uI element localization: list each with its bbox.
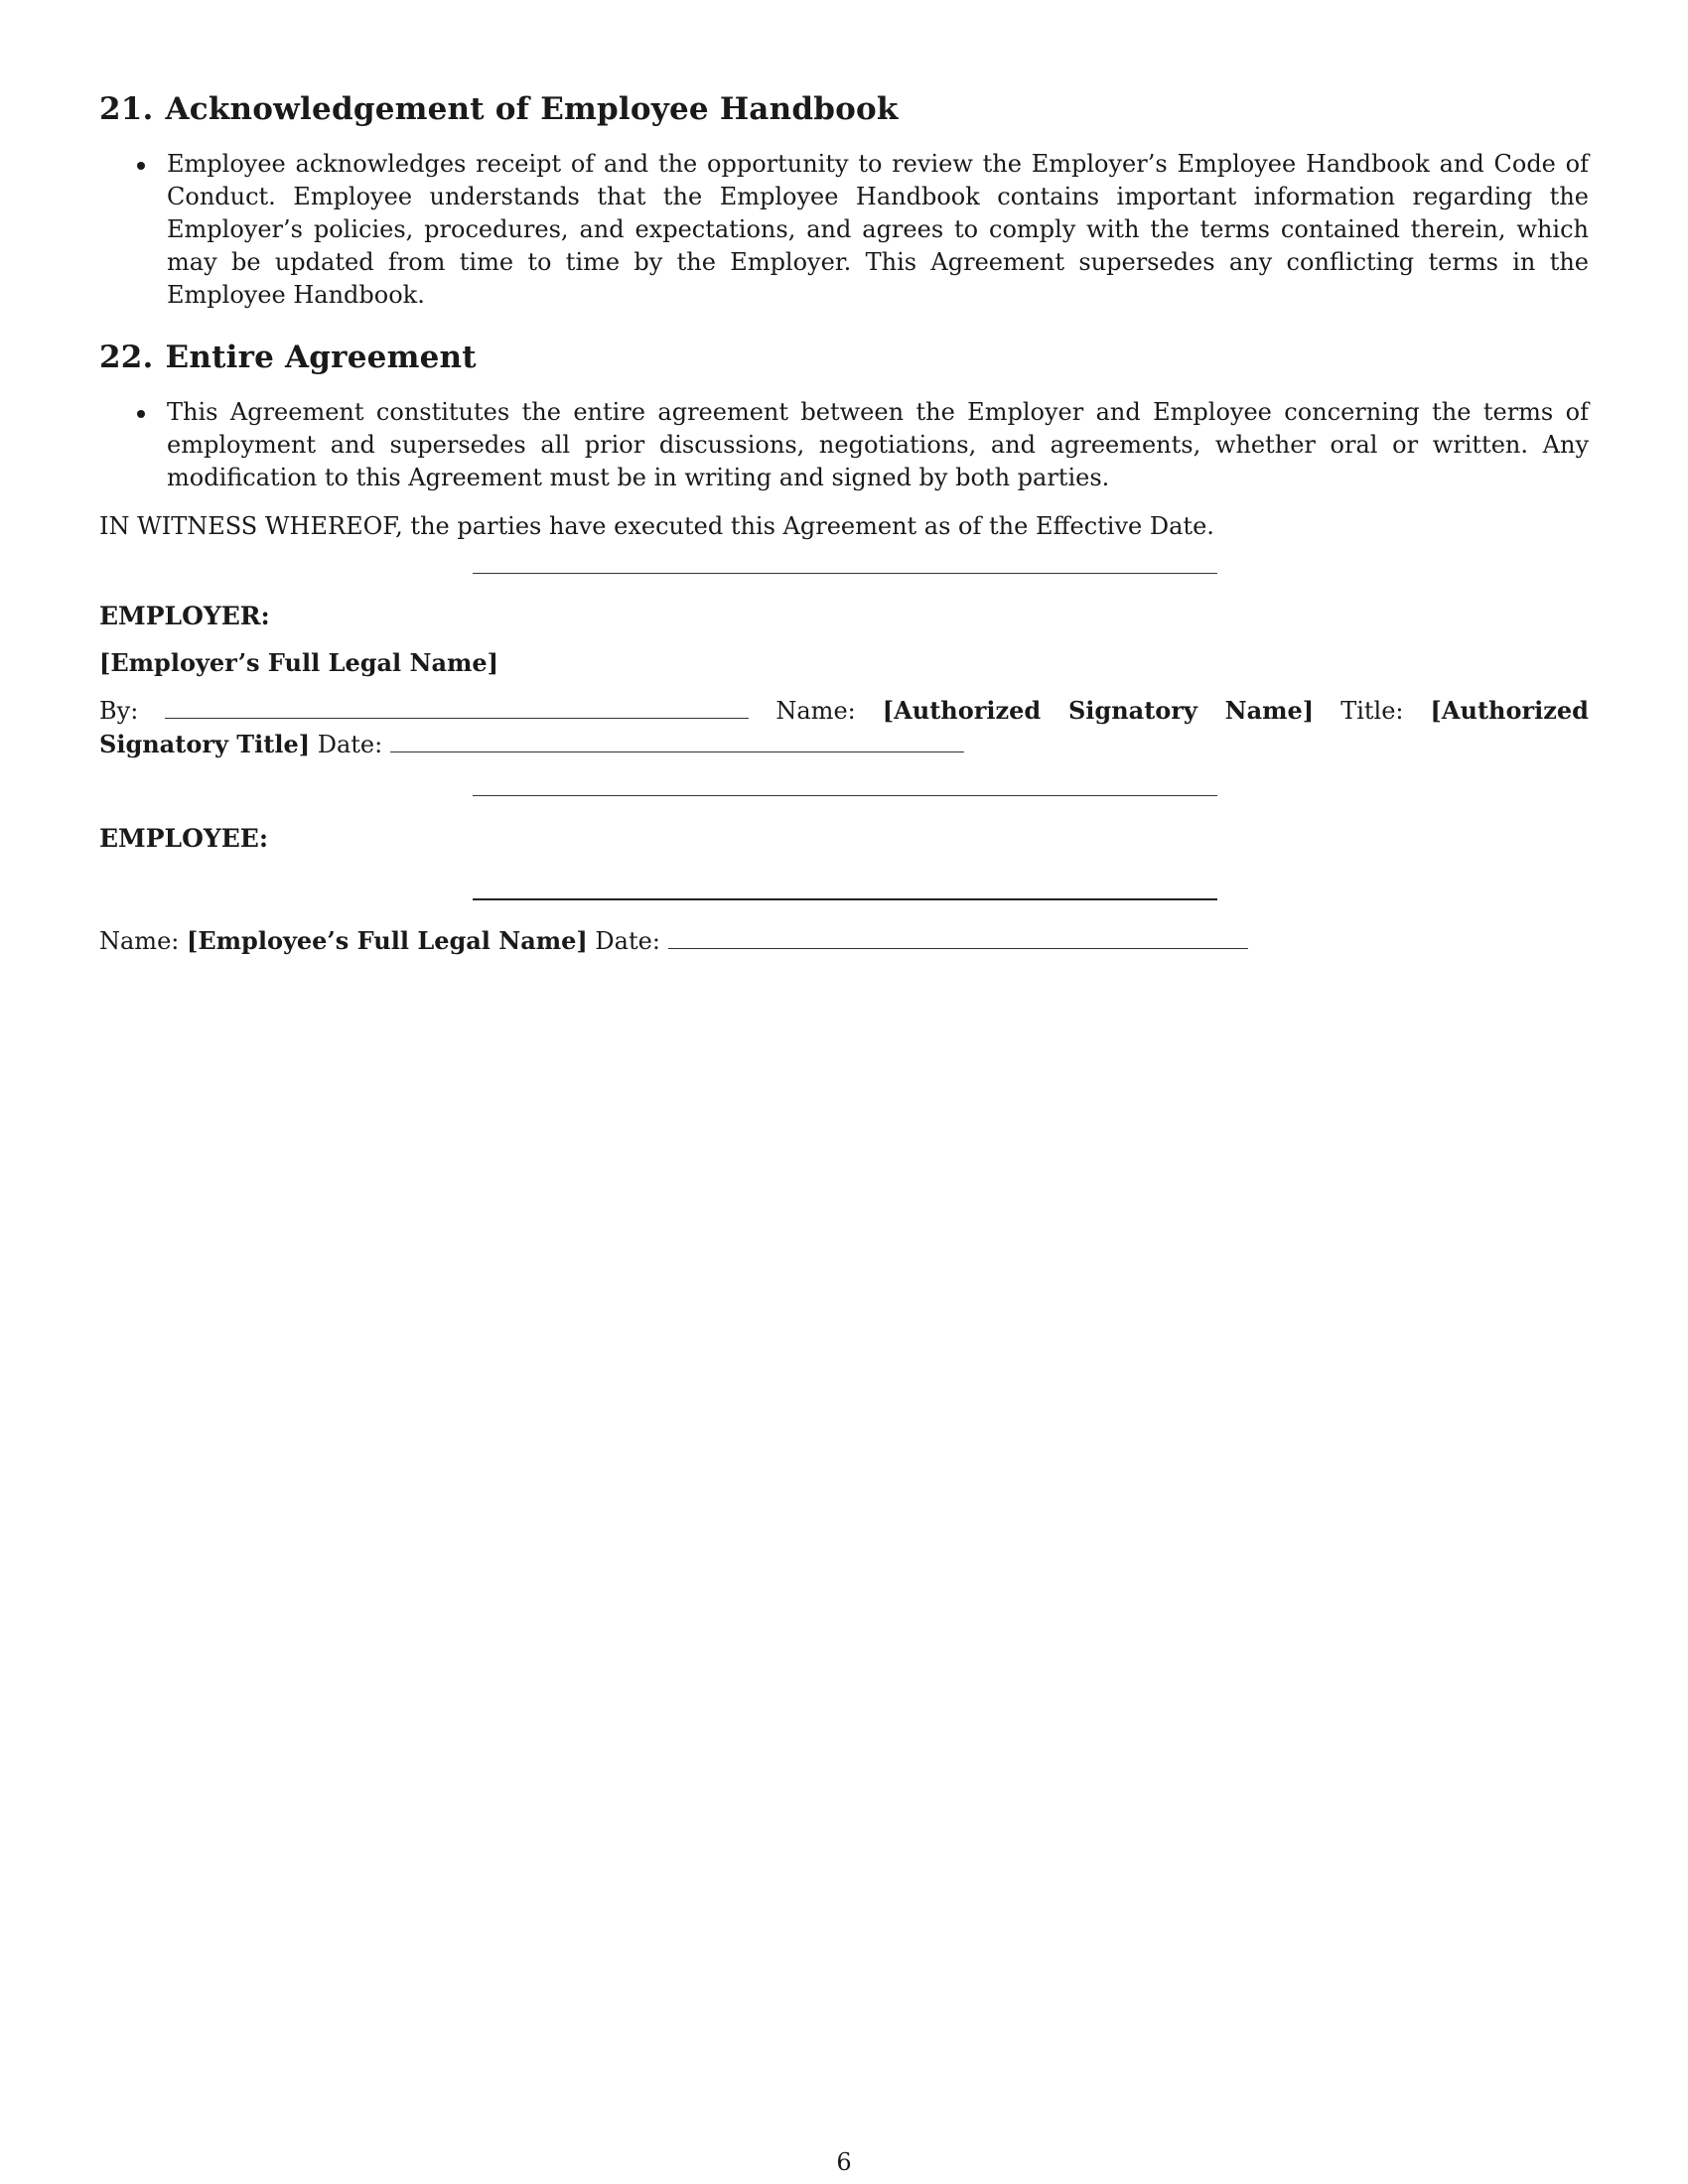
signatory-name-placeholder: [Authorized Signatory Name] [882,696,1315,726]
witness-statement: IN WITNESS WHEREOF, the parties have executed this Agreement as of the Effective Date. [99,512,1214,541]
list-item [167,148,1589,312]
page-number: 6 [836,2148,852,2176]
list-item [167,396,1589,494]
employer-label: EMPLOYER: [99,602,270,631]
signature-line-employer[interactable] [473,573,1217,574]
section-title: Entire Agreement [165,340,477,376]
section-21 [99,91,1589,312]
name-label: Name: [99,927,180,956]
by-signature-field[interactable] [165,696,749,719]
bullet-icon [137,162,145,170]
section-heading [99,340,1589,376]
employer-name-placeholder: [Employer’s Full Legal Name] [99,648,499,678]
employee-name-line [99,924,1589,958]
signature-line-employee-top[interactable] [473,795,1217,796]
name-label: Name: [775,697,856,726]
date-label: Date: [595,927,660,956]
bullet-text: This Agreement constitutes the entire agreement between the Employer and Employee concerning the terms of employment and supersedes all prior discussions, negotiations, and agreements, whether oral or written. Any modification to this Agreement must be in writing and signed by both parties. [167,398,1589,492]
bullet-list [99,396,1589,494]
section-number: 21. [99,91,154,127]
employee-name-placeholder: [Employee’s Full Legal Name] [187,926,588,956]
employer-name-line [99,646,1589,680]
bullet-list [99,148,1589,312]
signature-line-employee[interactable] [473,898,1217,900]
section-heading [99,91,1589,128]
employer-signature-block [99,694,1589,761]
title-label: Title: [1340,697,1404,726]
signatory-title-placeholder: [Authorized Signatory Title] [99,696,1589,759]
section-number: 22. [99,340,154,376]
employer-date-field[interactable] [390,730,964,752]
by-label: By: [99,697,139,726]
date-label: Date: [317,731,383,759]
document-page [99,91,1589,958]
employee-label: EMPLOYEE: [99,824,269,854]
bullet-text: Employee acknowledges receipt of and the opportunity to review the Employer’s Employee Handbook and Code of Conduct. Employee understands that the Employee Handbook contains important information regarding the Employer’s policies, procedures, and expectations, and agrees to comply with the terms contained therein, which may be updated from time to time by the Employer. This Agreement supersedes any conflicting terms in the Employee Handbook. [167,150,1589,310]
section-title: Acknowledgement of Employee Handbook [165,91,899,127]
section-22 [99,340,1589,494]
employee-date-field[interactable] [668,926,1248,949]
bullet-icon [137,410,145,418]
